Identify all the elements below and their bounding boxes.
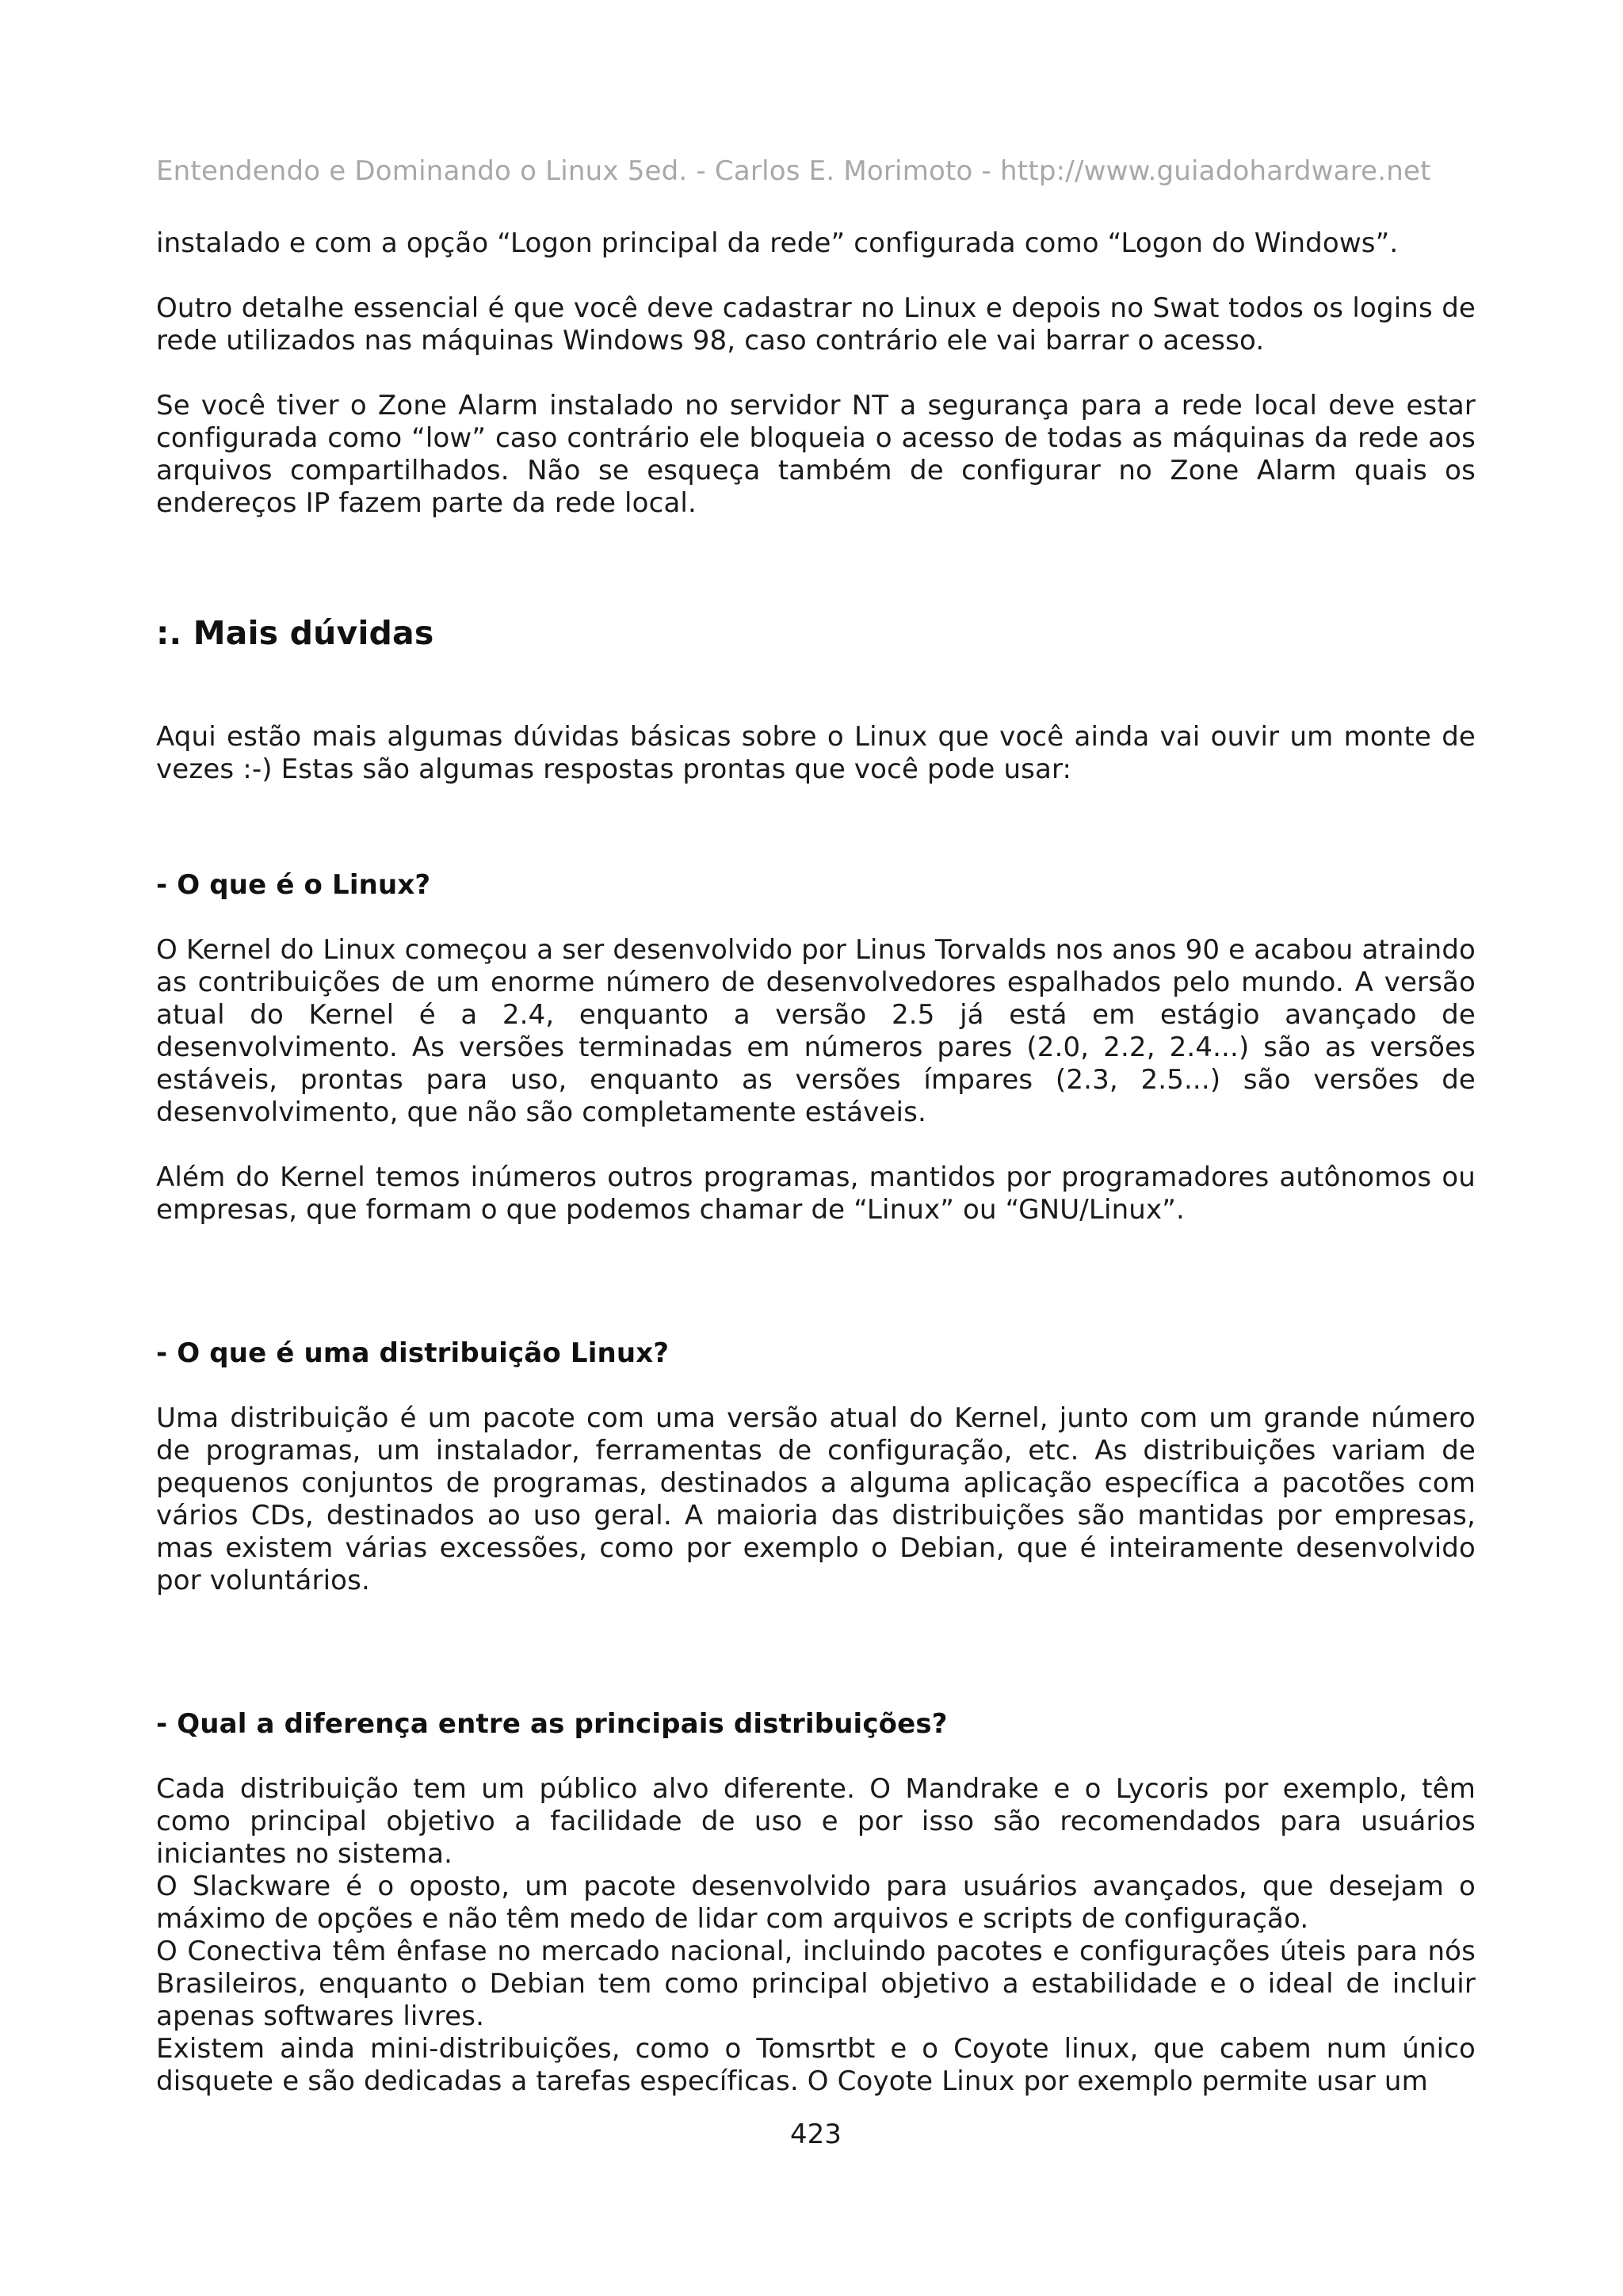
page-number: 423 xyxy=(790,2119,842,2150)
running-header: Entendendo e Dominando o Linux 5ed. - Carlos E. Morimoto - http://www.guiadohardware.net xyxy=(156,155,1431,187)
paragraph-intro: Aqui estão mais algumas dúvidas básicas sobre o Linux que você ainda vai ouvir um monte de vezes :-) Estas são algumas respostas prontas que você pode usar: xyxy=(156,721,1476,785)
document-body xyxy=(156,227,1476,2098)
paragraph-kernel: O Kernel do Linux começou a ser desenvolvido por Linus Torvalds nos anos 90 e acabou atraindo as contribuições de um enorme número de desenvolvedores espalhados pelo mundo. A versão atual do Kernel é a 2.4, enquanto a versão 2.5 já está em estágio avançado de desenvolvimento. As versões terminadas em números pares (2.0, 2.2, 2.4...) são as versões estáveis, prontas para uso, enquanto as versões ímpares (2.3, 2.5...) são versões de desenvolvimento, que não são completamente estáveis. xyxy=(156,934,1476,1128)
document-page xyxy=(156,0,1476,2296)
question-what-is-linux: - O que é o Linux? xyxy=(156,869,431,901)
paragraph-zone-alarm: Se você tiver o Zone Alarm instalado no servidor NT a segurança para a rede local deve estar configurada como “low” caso contrário ele bloqueia o acesso de todas as máquinas da rede aos arquivos compartilhados. Não se esqueça também de configurar no Zone Alarm quais os endereços IP fazem parte da rede local. xyxy=(156,390,1476,519)
paragraph-mini-distributions: Existem ainda mini-distribuições, como o Tomsrtbt e o Coyote linux, que cabem num único disquete e são dedicadas a tarefas específicas. O Coyote Linux por exemplo permite usar um xyxy=(156,2033,1476,2097)
section-title: :. Mais dúvidas xyxy=(156,614,434,652)
paragraph-programs: Além do Kernel temos inúmeros outros programas, mantidos por programadores autônomos ou empresas, que formam o que podemos chamar de “Linux” ou “GNU/Linux”. xyxy=(156,1161,1476,1226)
paragraph-swat: Outro detalhe essencial é que você deve cadastrar no Linux e depois no Swat todos os logins de rede utilizados nas máquinas Windows 98, caso contrário ele vai barrar o acesso. xyxy=(156,292,1476,357)
paragraph-conectiva: O Conectiva têm ênfase no mercado nacional, incluindo pacotes e configurações úteis para nós Brasileiros, enquanto o Debian tem como principal objetivo a estabilidade e o ideal de incluir apenas softwares livres. xyxy=(156,1936,1476,2032)
paragraph-public-target: Cada distribuição tem um público alvo diferente. O Mandrake e o Lycoris por exemplo, têm como principal objetivo a facilidade de uso e por isso são recomendados para usuários iniciantes no sistema. xyxy=(156,1773,1476,1870)
question-distribution-differences: - Qual a diferença entre as principais distribuições? xyxy=(156,1708,948,1740)
paragraph-logon: instalado e com a opção “Logon principal da rede” configurada como “Logon do Windows”. xyxy=(156,227,1399,259)
paragraph-slackware: O Slackware é o oposto, um pacote desenvolvido para usuários avançados, que desejam o máximo de opções e não têm medo de lidar com arquivos e scripts de configuração. xyxy=(156,1871,1476,1935)
paragraph-distribution: Uma distribuição é um pacote com uma versão atual do Kernel, junto com um grande número de programas, um instalador, ferramentas de configuração, etc. As distribuições variam de pequenos conjuntos de programas, destinados a alguma aplicação específica a pacotões com vários CDs, destinados ao uso geral. A maioria das distribuições são mantidas por empresas, mas existem várias excessões, como por exemplo o Debian, que é inteiramente desenvolvido por voluntários. xyxy=(156,1402,1476,1596)
question-what-is-distribution: - O que é uma distribuição Linux? xyxy=(156,1337,670,1369)
